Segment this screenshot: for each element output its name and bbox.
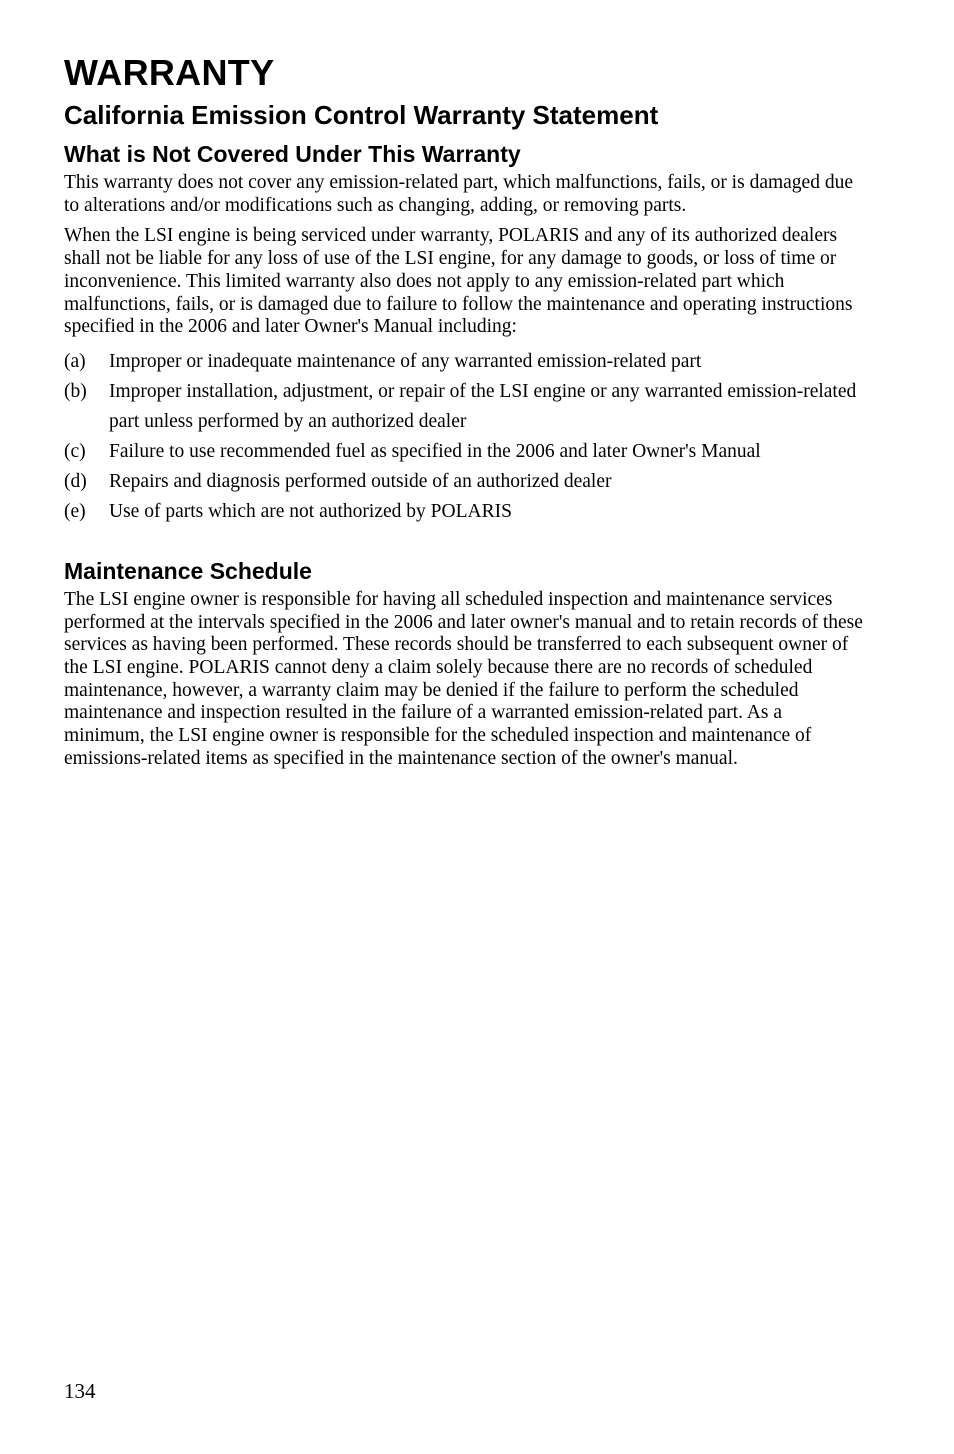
list-marker: (b) — [64, 380, 87, 402]
list-item-text: Repairs and diagnosis performed outside of an authorized dealer — [109, 470, 612, 492]
list-item-text: Failure to use recommended fuel as specified in the 2006 and later Owner's Manual — [109, 440, 761, 462]
maintenance-heading: Maintenance Schedule — [64, 557, 312, 584]
list-marker: (d) — [64, 470, 87, 492]
list-item-text: Improper installation, adjustment, or repair of the LSI engine or any warranted emission-related part unless performed by an authorized dealer — [109, 380, 857, 432]
list-item — [64, 467, 864, 497]
list-item — [64, 347, 864, 377]
page-number: 134 — [64, 1379, 96, 1403]
list-item — [64, 377, 864, 437]
list-item-text: Use of parts which are not authorized by POLARIS — [109, 500, 512, 522]
list-marker: (e) — [64, 500, 86, 522]
not-covered-heading: What is Not Covered Under This Warranty — [64, 141, 521, 167]
list-item — [64, 437, 864, 467]
not-covered-paragraph-1: This warranty does not cover any emission-related part, which malfunctions, fails, or is damaged due to alterations and/or modifications such as changing, adding, or removing parts. — [64, 172, 853, 216]
list-marker: (c) — [64, 440, 86, 462]
page-subtitle: California Emission Control Warranty Statement — [64, 100, 659, 130]
list-item — [64, 497, 864, 527]
page-content — [64, 52, 864, 779]
exclusions-list — [64, 347, 864, 527]
maintenance-paragraph: The LSI engine owner is responsible for having all scheduled inspection and maintenance services performed at the intervals specified in the 2006 and later owner's manual and to retain records of these services as having been performed. These records should be transferred to each subsequent owner of the LSI engine. POLARIS cannot deny a claim solely because there are no records of scheduled maintenance, however, a warranty claim may be denied if the failure to perform the scheduled maintenance and inspection resulted in the failure of a warranted emission-related part. As a minimum, the LSI engine owner is responsible for the scheduled inspection and maintenance of emissions-related items as specified in the maintenance section of the owner's manual. — [64, 588, 863, 769]
section-title: WARRANTY — [64, 52, 275, 93]
not-covered-paragraph-2: When the LSI engine is being serviced under warranty, POLARIS and any of its authorized dealers shall not be liable for any loss of use of the LSI engine, for any damage to goods, or loss of time or inconvenience. This limited warranty also does not apply to any emission-related part which malfunctions, fails, or is damaged due to failure to follow the maintenance and operating instructions specified in the 2006 and later Owner's Manual including: — [64, 225, 853, 338]
list-item-text: Improper or inadequate maintenance of any warranted emission-related part — [109, 350, 702, 372]
list-marker: (a) — [64, 350, 86, 372]
